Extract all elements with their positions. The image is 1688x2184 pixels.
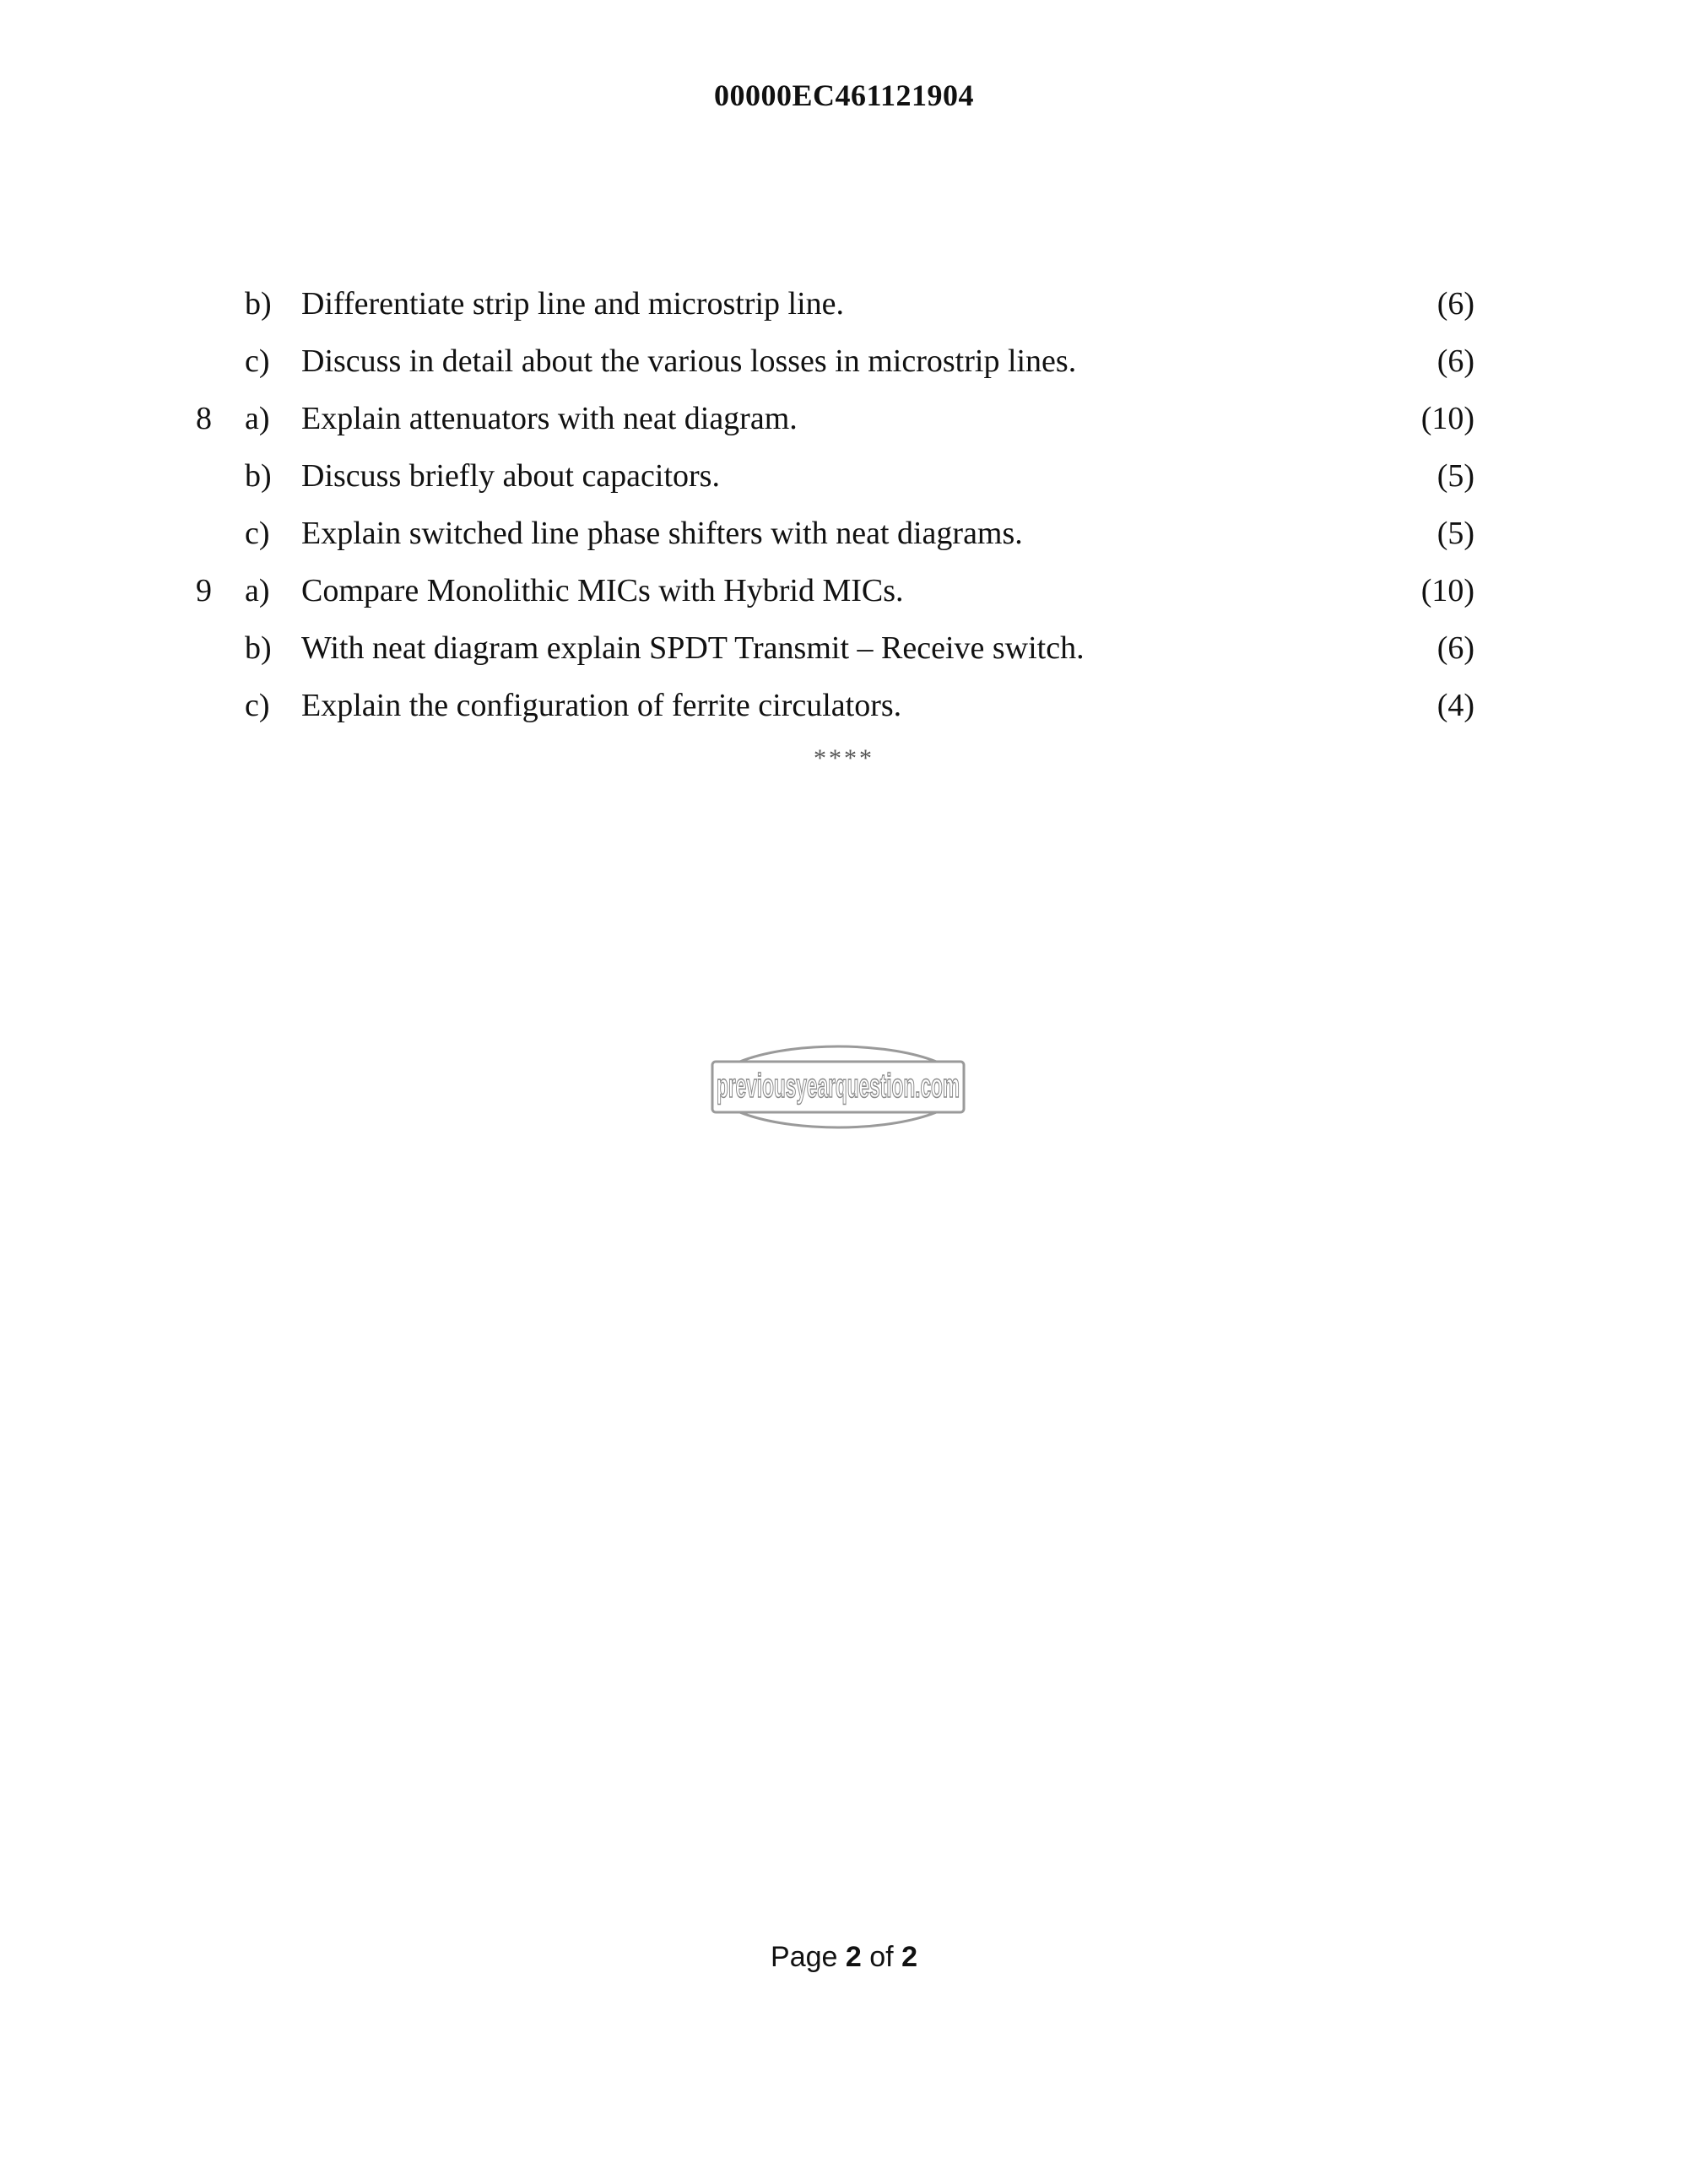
question-text: With neat diagram explain SPDT Transmit – Receive switch. (301, 630, 1085, 666)
question-marks: (6) (1436, 343, 1474, 379)
question-part: b) (245, 630, 272, 666)
question-marks: (10) (1420, 573, 1474, 608)
question-text: Compare Monolithic MICs with Hybrid MICs. (301, 573, 904, 608)
question-part: a) (245, 573, 270, 608)
question-part: c) (245, 343, 270, 379)
question-text: Explain switched line phase shifters with neat diagrams. (301, 516, 1023, 551)
question-row (0, 400, 1688, 457)
question-text: Discuss briefly about capacitors. (301, 458, 720, 494)
question-part: a) (245, 401, 270, 436)
page-of: of (869, 1941, 894, 1973)
question-row (0, 285, 1688, 343)
question-part: c) (245, 688, 270, 723)
question-marks: (5) (1436, 516, 1474, 551)
question-row (0, 687, 1688, 744)
page-number (0, 1941, 1688, 1974)
question-text: Explain the configuration of ferrite circulators. (301, 688, 902, 723)
question-row (0, 457, 1688, 515)
question-number: 8 (196, 401, 212, 436)
question-row (0, 630, 1688, 687)
question-part: b) (245, 458, 272, 494)
question-row (0, 343, 1688, 400)
question-number: 9 (196, 573, 212, 608)
question-text: Explain attenuators with neat diagram. (301, 401, 798, 436)
question-row (0, 572, 1688, 630)
question-marks: (6) (1436, 286, 1474, 322)
question-marks: (5) (1436, 458, 1474, 494)
question-text: Discuss in detail about the various losses in microstrip lines. (301, 343, 1077, 379)
page-label: Page (771, 1941, 838, 1973)
current-page: 2 (845, 1941, 862, 1973)
question-part: c) (245, 516, 270, 551)
question-list (0, 285, 1688, 744)
question-marks: (6) (1436, 630, 1474, 666)
question-text: Differentiate strip line and microstrip line. (301, 286, 844, 322)
watermark-text: previousyearquestion.com (717, 1068, 960, 1105)
total-pages: 2 (901, 1941, 917, 1973)
document-code: 00000EC461121904 (713, 78, 975, 112)
question-row (0, 515, 1688, 572)
question-marks: (4) (1436, 688, 1474, 723)
end-of-paper-mark: **** (814, 744, 874, 772)
question-marks: (10) (1420, 401, 1474, 436)
question-part: b) (245, 286, 272, 322)
watermark-logo (709, 1043, 967, 1131)
